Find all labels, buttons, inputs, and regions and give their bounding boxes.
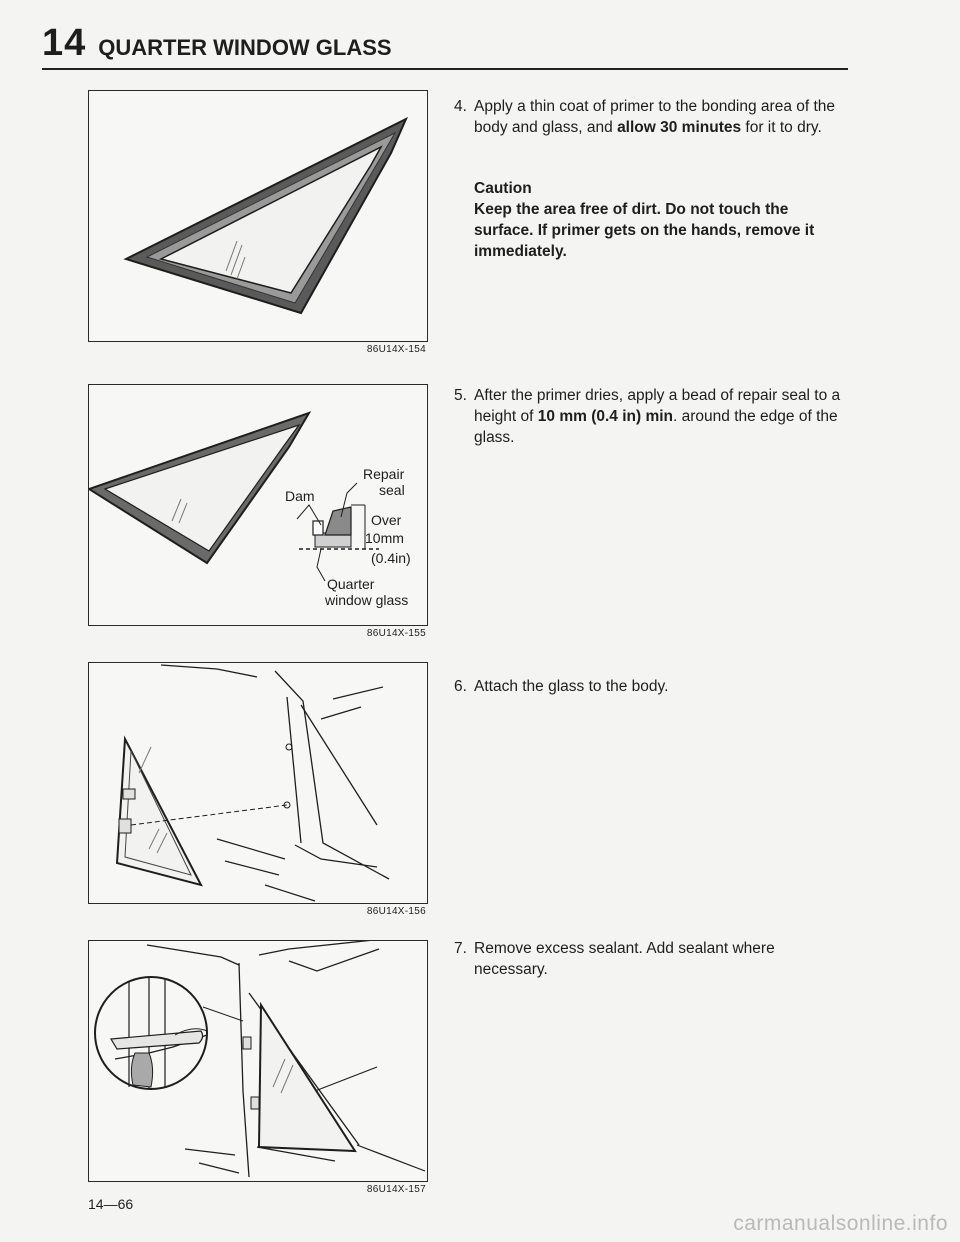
step-7	[454, 938, 846, 980]
figure-code: 86U14X-156	[366, 906, 426, 917]
step-text-bold: allow 30 minutes	[617, 119, 742, 136]
label-over: Over	[371, 512, 402, 528]
caution-block	[474, 178, 846, 262]
step-5	[454, 385, 846, 448]
label-quarter: Quarter	[327, 576, 375, 592]
step-text-part: Apply a thin coat of primer to the bonding area of the body and glass, and	[474, 98, 836, 136]
chapter-number: 14	[42, 22, 87, 64]
repair-seal-illustration	[89, 385, 427, 625]
figure-primer-glass	[88, 90, 428, 342]
step-number: 4.	[454, 98, 467, 115]
figure-code: 86U14X-157	[366, 1184, 426, 1195]
step-number: 6.	[454, 678, 467, 695]
label-repair: Repair	[363, 466, 405, 482]
step-text-bold: 10 mm (0.4 in) min	[537, 408, 674, 425]
page-number: 14—66	[88, 1196, 134, 1212]
figure-code: 86U14X-155	[366, 628, 426, 639]
step-text	[474, 385, 846, 448]
step-text	[474, 96, 846, 138]
watermark: carmanualsonline.info	[733, 1212, 948, 1235]
remove-sealant-illustration	[89, 941, 427, 1181]
quarter-glass-primer-illustration	[89, 91, 427, 341]
step-text-part: for it to dry.	[741, 119, 822, 136]
step-6	[454, 676, 846, 697]
figure-attach-glass	[88, 662, 428, 904]
step-text: Remove excess sealant. Add sealant where necessary.	[474, 940, 775, 978]
chapter-title: QUARTER WINDOW GLASS	[98, 35, 392, 60]
label-inch: (0.4in)	[371, 550, 411, 566]
step-number: 7.	[454, 940, 467, 957]
label-window-glass: window glass	[325, 592, 409, 608]
caution-title: Caution	[474, 180, 532, 197]
step-4	[454, 96, 846, 138]
attach-glass-illustration	[89, 663, 427, 903]
page-header	[42, 22, 848, 70]
figure-remove-sealant	[88, 940, 428, 1182]
step-text-part: After the primer dries, apply a bead of repair seal to a height of	[474, 387, 841, 425]
figure-code: 86U14X-154	[366, 344, 426, 355]
label-mm: 10mm	[365, 530, 404, 546]
figure-repair-seal	[88, 384, 428, 626]
step-text: Attach the glass to the body.	[474, 678, 669, 695]
label-dam: Dam	[285, 488, 315, 504]
caution-text: Keep the area free of dirt. Do not touch the surface. If primer gets on the hands, remove it immediately.	[474, 201, 815, 260]
step-number: 5.	[454, 387, 467, 404]
label-seal: seal	[379, 482, 405, 498]
step-text-part: . around the edge of the glass.	[474, 408, 838, 446]
